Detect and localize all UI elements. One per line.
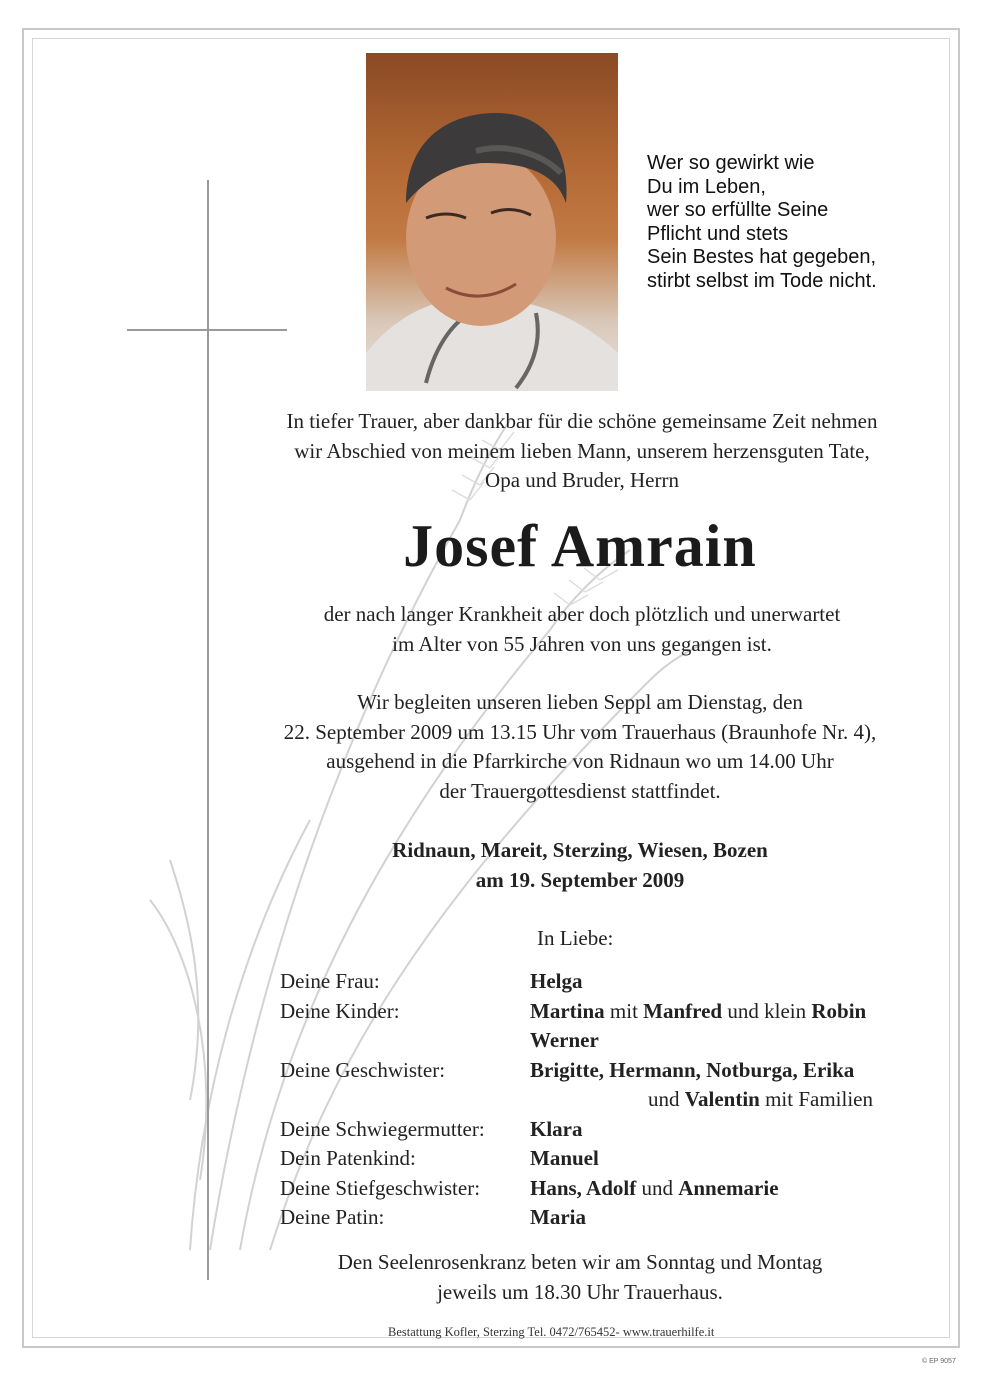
funeral-line: 22. September 2009 um 13.15 Uhr vom Trauerhaus (Braunhofe Nr. 4), [283, 719, 877, 744]
relative-names [530, 967, 583, 997]
relative-label: Deine Frau: [280, 969, 380, 993]
relative-name: Robin [811, 998, 867, 1023]
relative-name: Manfred [643, 998, 723, 1023]
poem [647, 152, 957, 294]
connector-text: und [648, 1087, 680, 1111]
relative-names [648, 1085, 873, 1115]
connector-text: und [641, 1175, 673, 1200]
relative-name: Annemarie [678, 1175, 779, 1200]
connector-text: mit Familien [765, 1087, 874, 1111]
relative-label: Dein Patenkind: [280, 1146, 416, 1170]
relative-names [530, 1203, 586, 1233]
intro-line: Opa und Bruder, Herrn [485, 468, 679, 492]
rosary-text [130, 1248, 982, 1307]
connector-text: und klein [727, 998, 807, 1023]
relative-name: Klara [530, 1116, 583, 1141]
intro-line: In tiefer Trauer, aber dankbar für die schöne gemeinsame Zeit nehmen [286, 409, 878, 433]
place-date [130, 836, 982, 895]
death-line: im Alter von 55 Jahren von uns gegangen ist. [392, 631, 772, 656]
relative-names [530, 997, 866, 1027]
corner-code: © EP 9057 [922, 1358, 956, 1365]
rosary-line: jeweils um 18.30 Uhr Trauerhaus. [437, 1279, 723, 1304]
poem-line: Pflicht und stets [647, 222, 789, 245]
intro-text [132, 407, 982, 496]
relative-name: Manuel [530, 1146, 599, 1170]
intro-line: wir Abschied von meinem lieben Mann, unserem herzensguten Tate, [294, 438, 870, 463]
relative-name: Martina [530, 998, 605, 1023]
relative-name: Hans, Adolf [530, 1175, 637, 1200]
funeral-home-footer: Bestattung Kofler, Sterzing Tel. 0472/765452- www.trauerhilfe.it [388, 1325, 715, 1339]
relative-name: Helga [530, 969, 583, 993]
relative-names [530, 1026, 599, 1056]
relative-label: Deine Stiefgeschwister: [280, 1175, 481, 1200]
relative-names [530, 1056, 854, 1086]
date-line: am 19. September 2009 [475, 867, 685, 892]
relative-name: Werner [530, 1028, 599, 1052]
funeral-text [130, 688, 982, 806]
cross-horizontal [127, 329, 287, 331]
poem-line: Sein Bestes hat gegeben, [647, 246, 877, 269]
place-line: Ridnaun, Mareit, Sterzing, Wiesen, Bozen [392, 838, 768, 862]
funeral-line: Wir begleiten unseren lieben Seppl am Dienstag, den [357, 690, 803, 714]
portrait-photo [366, 53, 618, 391]
in-love-label: In Liebe: [537, 926, 614, 950]
funeral-line: der Trauergottesdienst stattfindet. [439, 778, 721, 803]
deceased-name: Josef Amrain [403, 513, 757, 579]
rosary-line: Den Seelenrosenkranz beten wir am Sonntag und Montag [337, 1250, 823, 1274]
death-line: der nach langer Krankheit aber doch plötzlich und unerwartet [323, 602, 841, 626]
poem-line: wer so erfüllte Seine [647, 199, 829, 222]
relative-label: Deine Schwiegermutter: [280, 1116, 485, 1141]
poem-line: Wer so gewirkt wie [647, 152, 815, 174]
relative-label: Deine Kinder: [280, 998, 400, 1023]
relative-names [530, 1144, 599, 1174]
relative-names [530, 1115, 583, 1145]
funeral-line: ausgehend in die Pfarrkirche von Ridnaun wo um 14.00 Uhr [326, 749, 834, 773]
poem-line: Du im Leben, [647, 175, 766, 198]
relative-name: Maria [530, 1205, 586, 1229]
relative-label: Deine Patin: [280, 1205, 385, 1229]
death-text [132, 600, 982, 659]
relative-name: Brigitte, Hermann, Notburga, Erika [530, 1057, 855, 1082]
relative-label: Deine Geschwister: [280, 1057, 446, 1082]
relative-name: Valentin [684, 1087, 760, 1111]
poem-line: stirbt selbst im Tode nicht. [647, 269, 877, 292]
relative-names [530, 1174, 779, 1204]
connector-text: mit [609, 998, 638, 1023]
